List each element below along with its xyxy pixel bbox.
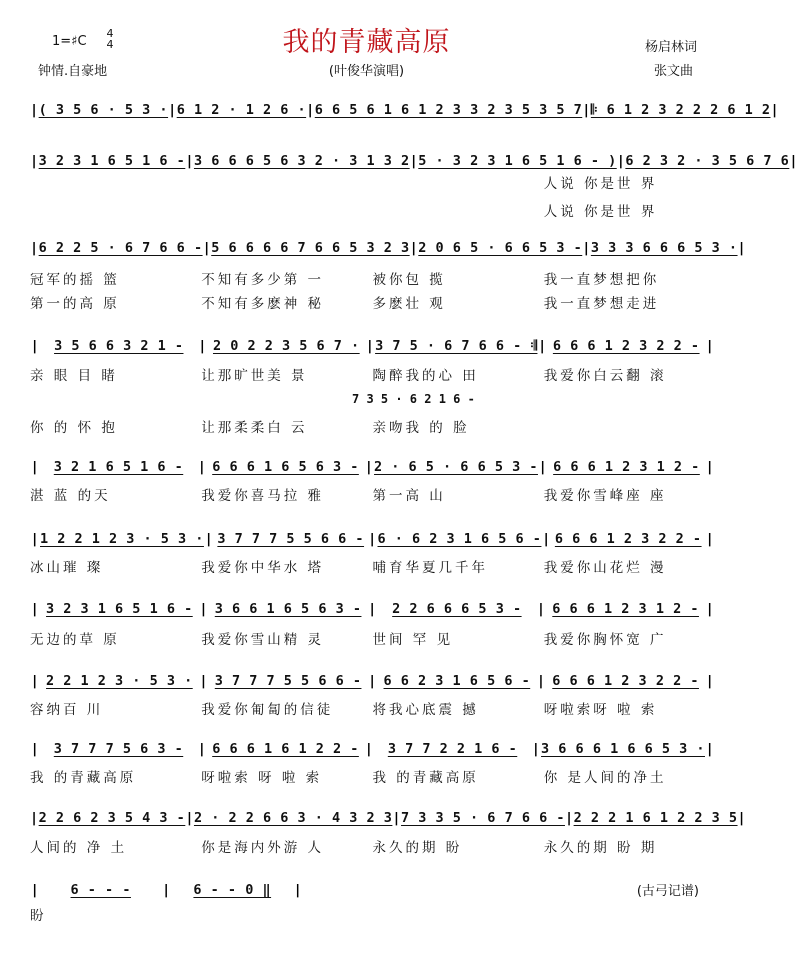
lyric-text: 湛 蓝 的天 bbox=[30, 488, 111, 504]
measure: 6 - - - bbox=[70, 882, 131, 898]
measure: 7 3 3 5 · 6 7 6 6 - bbox=[401, 810, 565, 826]
bar-line: | bbox=[564, 810, 574, 826]
meter-top: 4 bbox=[106, 27, 114, 40]
lyric-line bbox=[30, 292, 715, 312]
lyric-text bbox=[544, 416, 715, 436]
bar-line: | bbox=[185, 810, 194, 826]
bar-line: | bbox=[293, 882, 303, 898]
lyric-text bbox=[201, 904, 372, 924]
lyric-text: 我爱你雪山精 灵 bbox=[201, 632, 325, 648]
lyric-text: 亲吻我 的 脸 bbox=[372, 420, 470, 436]
bar-line: | bbox=[30, 102, 39, 118]
measure: 2 2 6 6 6 5 3 - bbox=[392, 601, 522, 617]
lyric-text bbox=[373, 200, 544, 220]
measure: ( 3 5 6 · 5 3 · bbox=[38, 102, 169, 118]
lyric-text: 不知有多麽神 秘 bbox=[201, 296, 325, 312]
bar-line: | bbox=[198, 338, 207, 354]
lyric-line bbox=[30, 556, 715, 576]
bar-line: | bbox=[364, 741, 374, 757]
measure: 2 2 1 2 3 · 5 3 · bbox=[46, 673, 193, 689]
measure: 3 5 6 6 3 2 1 - bbox=[54, 338, 184, 354]
bar-line: | bbox=[538, 338, 547, 354]
measure: 6 2 3 2 · 3 5 6 7 6 bbox=[625, 153, 790, 169]
measure: 3 7 7 7 5 6 3 - bbox=[53, 741, 184, 757]
lyric-line bbox=[30, 836, 715, 856]
lyric-text: 我 的青藏高原 bbox=[30, 770, 137, 786]
measure: 6 6 6 1 2 3 2 2 - bbox=[552, 673, 699, 689]
lyric-text: 哺育华夏几千年 bbox=[372, 560, 488, 576]
bar-line: | bbox=[770, 102, 780, 118]
lyric-text: 被你包 揽 bbox=[372, 272, 446, 288]
lyric-text: 永久的期 盼 bbox=[372, 840, 463, 856]
lyric-text: 我一直梦想把你 bbox=[543, 272, 660, 288]
bar-line: | bbox=[542, 531, 551, 547]
measure: 𝄆 6 1 2 3 2 2 2 6 1 2 bbox=[590, 102, 771, 118]
lyric-line bbox=[30, 200, 715, 220]
lyric-text: 我爱你雪峰座 座 bbox=[543, 488, 667, 504]
lyric-text: 冰山璀 璨 bbox=[30, 560, 104, 576]
bar-line: | bbox=[616, 153, 626, 169]
measure: 2 · 6 5 · 6 6 5 3 - bbox=[374, 459, 538, 475]
measure: 5 · 3 2 3 1 6 5 1 6 - ) bbox=[418, 153, 617, 169]
lyric-text bbox=[201, 200, 372, 220]
bar-line: | bbox=[368, 673, 377, 689]
lyric-line bbox=[30, 484, 715, 504]
lyric-text: 我爱你中华水 塔 bbox=[201, 560, 325, 576]
bar-line: | bbox=[368, 531, 377, 547]
bar-line: | bbox=[365, 338, 375, 354]
bar-line: | bbox=[364, 459, 374, 475]
bar-line: | bbox=[197, 459, 207, 475]
lyric-line bbox=[30, 904, 715, 924]
lyric-text: 你 的 怀 抱 bbox=[30, 420, 118, 436]
lyric-line bbox=[30, 364, 715, 384]
bar-line: | bbox=[368, 601, 377, 617]
measure: 6 · 6 2 3 1 6 5 6 - bbox=[377, 531, 542, 547]
measure: 3 7 7 2 2 1 6 - bbox=[387, 741, 518, 757]
measure: 6 6 2 3 1 6 5 6 - bbox=[383, 673, 531, 689]
bar-line: | bbox=[30, 882, 40, 898]
bar-line: | bbox=[409, 153, 419, 169]
bar-line: | bbox=[202, 240, 212, 256]
measure: 6 6 6 1 2 3 2 2 - bbox=[554, 531, 702, 547]
measure: 2 2 2 1 6 1 2 2 3 5 bbox=[573, 810, 738, 826]
bar-line: | bbox=[737, 810, 747, 826]
measure: 6 6 6 1 2 3 1 2 - bbox=[553, 459, 700, 475]
lyric-text bbox=[544, 904, 715, 924]
bar-line: | bbox=[30, 338, 40, 354]
notation-row bbox=[30, 524, 715, 554]
measure: 3 6 6 6 5 6 3 2 · 3 1 3 2 bbox=[193, 153, 410, 169]
bar-line: | bbox=[30, 531, 40, 547]
lyric-text: 第一的高 原 bbox=[30, 296, 120, 312]
lyric-text: 我爱你山花烂 漫 bbox=[543, 560, 667, 576]
bar-line: | bbox=[199, 673, 209, 689]
performer-credit: (叶俊华演唱) bbox=[328, 64, 405, 79]
measure: 3 3 3 6 6 6 5 3 · bbox=[590, 240, 738, 256]
lyric-line bbox=[30, 628, 715, 648]
bar-line: | bbox=[536, 601, 546, 617]
bar-line: | bbox=[705, 601, 715, 617]
bar-line: | bbox=[306, 102, 315, 118]
mood-marking: 钟情.自豪地 bbox=[38, 64, 108, 79]
bar-line: | bbox=[582, 240, 591, 256]
measure: 2 0 6 5 · 6 6 5 3 - bbox=[418, 240, 583, 256]
lyric-text: 呀啦索呀 啦 索 bbox=[543, 702, 658, 718]
measure: 6 6 6 1 2 3 1 2 - bbox=[552, 601, 699, 617]
measure: 6 - - 0 ‖ bbox=[193, 882, 272, 898]
measure: 6 1 2 · 1 2 6 · bbox=[176, 102, 307, 118]
bar-line: | bbox=[30, 240, 39, 256]
bar-line: | bbox=[538, 459, 548, 475]
notation-row bbox=[30, 734, 715, 764]
song-title: 我的青藏高原 bbox=[282, 27, 451, 58]
lyric-text bbox=[30, 172, 201, 192]
bar-line: | bbox=[705, 741, 715, 757]
meter-bottom: 4 bbox=[106, 38, 114, 51]
lyric-text: 永久的期 盼 期 bbox=[543, 840, 658, 856]
bar-line: | bbox=[30, 459, 40, 475]
lyric-text: 让那柔柔白 云 bbox=[201, 420, 308, 436]
lyric-text: 人说 你是世 界 bbox=[543, 204, 658, 220]
lyric-text: 让那旷世美 景 bbox=[201, 368, 308, 384]
notation-row bbox=[30, 803, 747, 833]
lyric-line bbox=[30, 766, 715, 786]
notation-row bbox=[30, 594, 715, 624]
composer-credit: 张文曲 bbox=[653, 64, 693, 79]
bar-line: | bbox=[199, 601, 209, 617]
lyric-line bbox=[30, 698, 715, 718]
lyric-text: 多麽壮 观 bbox=[372, 296, 446, 312]
bar-line: | bbox=[409, 240, 419, 256]
notation-row bbox=[30, 666, 715, 696]
bar-line: | bbox=[30, 741, 40, 757]
measure: 6 6 6 1 2 3 2 2 - bbox=[552, 338, 700, 354]
lyric-text: 人说 你是世 界 bbox=[543, 176, 658, 192]
lyric-text: 第一高 山 bbox=[372, 488, 446, 504]
lyric-text: 人间的 净 土 bbox=[30, 840, 128, 856]
notation-row bbox=[30, 452, 715, 482]
measure: 6 6 6 1 6 5 6 3 - bbox=[212, 459, 359, 475]
lyric-text: 你 是人间的净土 bbox=[543, 770, 667, 786]
notation-row bbox=[30, 95, 780, 125]
measure: 6 6 6 1 6 1 2 2 - bbox=[212, 741, 359, 757]
notation-row bbox=[30, 331, 715, 361]
measure: 3 2 1 6 5 1 6 - bbox=[53, 459, 184, 475]
measure: 3 6 6 6 1 6 6 5 3 · bbox=[541, 741, 705, 757]
lyric-text: 容纳百 川 bbox=[30, 702, 104, 718]
lyric-text: 我 的青藏高原 bbox=[372, 770, 479, 786]
bar-line: | bbox=[737, 240, 747, 256]
lyricist-credit: 杨启林词 bbox=[644, 40, 697, 55]
lyric-text: 你是海内外游 人 bbox=[201, 840, 325, 856]
lyric-text: 亲 眼 目 睹 bbox=[30, 368, 118, 384]
lyric-line bbox=[30, 268, 715, 288]
measure: 3 2 3 1 6 5 1 6 - bbox=[46, 601, 193, 617]
lyric-text: 我一直梦想走进 bbox=[543, 296, 660, 312]
lyric-text bbox=[373, 172, 544, 192]
lyric-text: 无边的草 原 bbox=[30, 632, 120, 648]
bar-line: | bbox=[582, 102, 591, 118]
bar-line: | bbox=[197, 741, 207, 757]
bar-line: | bbox=[30, 601, 40, 617]
measure: 3 7 5 · 6 7 6 6 - 𝄇 bbox=[375, 338, 538, 354]
lyric-text: 我爱你匍匐的信徒 bbox=[201, 702, 334, 718]
lyric-text: 陶醉我的心 田 bbox=[372, 368, 479, 384]
lyric-text: 盼 bbox=[30, 908, 47, 924]
bar-line: | bbox=[531, 741, 541, 757]
notation-row bbox=[30, 875, 303, 905]
lyric-line bbox=[30, 172, 715, 192]
bar-line: | bbox=[168, 102, 177, 118]
measure: 6 2 2 5 · 6 7 6 6 - bbox=[38, 240, 203, 256]
bar-line: | bbox=[705, 338, 715, 354]
lyric-text bbox=[373, 904, 544, 924]
lyric-text: 世间 罕 见 bbox=[372, 632, 454, 648]
time-signature bbox=[104, 28, 116, 50]
bar-line: | bbox=[204, 531, 214, 547]
bar-line: | bbox=[536, 673, 546, 689]
measure: 1 2 2 1 2 3 · 5 3 · bbox=[40, 531, 204, 547]
lyric-text bbox=[201, 172, 372, 192]
lyric-text: 我爱你胸怀宽 广 bbox=[543, 632, 667, 648]
bar-line: | bbox=[162, 882, 171, 898]
bar-line: | bbox=[392, 810, 402, 826]
measure: 3 2 3 1 6 5 1 6 - bbox=[38, 153, 186, 169]
measure: 2 · 2 2 6 6 3 · 4 3 2 3 bbox=[193, 810, 393, 826]
lyric-line bbox=[30, 416, 715, 436]
bar-line: | bbox=[185, 153, 194, 169]
measure: 3 6 6 1 6 5 6 3 - bbox=[214, 601, 362, 617]
second-ending-notes: 7 3 5 · 6 2 1 6 - bbox=[352, 392, 475, 406]
measure: 3 7 7 7 5 5 6 6 - bbox=[217, 531, 365, 547]
source-note: (古弓记谱) bbox=[636, 884, 699, 899]
lyric-text: 我爱你白云翻 滚 bbox=[543, 368, 667, 384]
bar-line: | bbox=[30, 153, 39, 169]
key-signature: 1=♯C bbox=[52, 34, 87, 49]
measure: 3 7 7 7 5 5 6 6 - bbox=[214, 673, 362, 689]
bar-line: | bbox=[30, 673, 40, 689]
measure: 6 6 5 6 1 6 1 2 3 3 2 3 5 3 5 7 bbox=[314, 102, 583, 118]
measure: 2 2 6 2 3 5 4 3 - bbox=[38, 810, 186, 826]
bar-line: | bbox=[705, 459, 715, 475]
bar-line: | bbox=[705, 673, 715, 689]
lyric-text: 我爱你喜马拉 雅 bbox=[201, 488, 325, 504]
measure: 5 6 6 6 6 7 6 6 5 3 2 3 bbox=[211, 240, 410, 256]
lyric-text bbox=[30, 200, 201, 220]
notation-row bbox=[30, 233, 747, 263]
bar-line: | bbox=[789, 153, 798, 169]
measure: 2 0 2 2 3 5 6 7 · bbox=[212, 338, 360, 354]
bar-line: | bbox=[30, 810, 39, 826]
lyric-text: 将我心底震 撼 bbox=[372, 702, 479, 718]
lyric-text: 呀啦索 呀 啦 索 bbox=[201, 770, 323, 786]
lyric-text: 冠军的摇 篮 bbox=[30, 272, 120, 288]
lyric-text: 不知有多少第 一 bbox=[201, 272, 325, 288]
bar-line: | bbox=[705, 531, 715, 547]
